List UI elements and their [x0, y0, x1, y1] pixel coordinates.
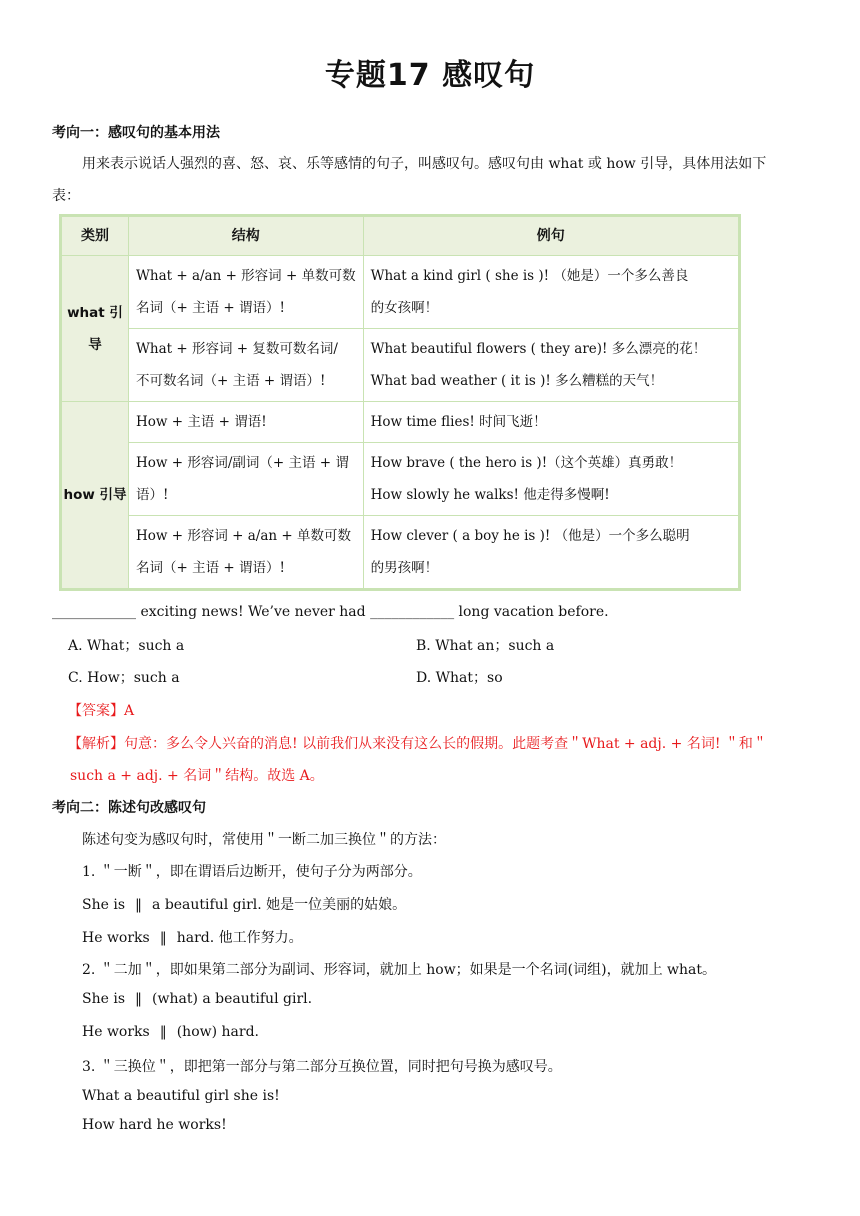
structure-text: What + a/an + 形容词 + 单数可数: [136, 268, 356, 284]
example-part2: a beautiful girl. 她是一位美丽的姑娘。: [152, 897, 407, 913]
example-text: How clever ( a boy he is )! （他是）一个多么聪明: [370, 528, 690, 544]
step2-example2: [82, 1024, 259, 1040]
header-category: 类别: [62, 217, 129, 256]
option-a: A. What；such a: [68, 638, 185, 654]
structure-cell: [129, 256, 364, 329]
step2-example1: [82, 991, 312, 1007]
structure-text: What + 形容词 + 复数可数名词/: [136, 341, 338, 357]
section2-heading: 考向二：陈述句改感叹句: [52, 800, 206, 816]
example-cell: [363, 329, 738, 402]
page-title: 专题17 感叹句: [324, 58, 536, 93]
example-text: What beautiful flowers ( they are)! 多么漂亮的花！: [370, 341, 707, 357]
example-part2: hard. 他工作努力。: [176, 930, 303, 946]
structure-text: 名词（+ 主语 + 谓语）!: [136, 560, 285, 576]
divider-mark: ‖: [135, 991, 143, 1007]
example-cell: [363, 443, 738, 516]
divider-mark: ‖: [159, 1024, 167, 1040]
example-text: What bad weather ( it is )! 多么糟糕的天气！: [370, 373, 664, 389]
example-cell: [363, 402, 738, 443]
example-text: How brave ( the hero is )!（这个英雄）真勇敢！: [370, 455, 683, 471]
step1-text: 1. ＂一断＂，即在谓语后边断开，使句子分为两部分。: [82, 864, 422, 880]
structure-text: 不可数名词（+ 主语 + 谓语）!: [136, 373, 326, 389]
table-row: [62, 443, 739, 516]
header-structure: 结构: [129, 217, 364, 256]
section1-intro-line1: 用来表示说话人强烈的喜、怒、哀、乐等感情的句子，叫感叹句。感叹句由 what 或 how 引导，具体用法如下: [82, 156, 767, 172]
divider-mark: ‖: [159, 930, 167, 946]
example-text: 的男孩啊！: [370, 560, 439, 576]
structure-cell: [129, 516, 364, 589]
example-part1: He works: [82, 1024, 150, 1040]
answer-label: 【答案】A: [68, 703, 135, 719]
category-what: what 引导: [62, 256, 129, 402]
table-row: [62, 402, 739, 443]
step3-text: 3. ＂三换位＂，即把第一部分与第二部分互换位置，同时把句号换为感叹号。: [82, 1059, 562, 1075]
structure-text: How + 形容词 + a/an + 单数可数: [136, 528, 351, 544]
structure-cell: [129, 402, 364, 443]
grammar-table: [61, 216, 739, 589]
option-d: D. What；so: [416, 670, 503, 686]
section1-intro-line2: 表：: [52, 188, 80, 204]
example-text: How time flies! 时间飞逝！: [370, 414, 547, 430]
example-part2: (how) hard.: [176, 1024, 259, 1040]
example-text: How slowly he walks! 他走得多慢啊!: [370, 487, 610, 503]
step1-example2: [82, 927, 303, 947]
structure-text: How + 主语 + 谓语!: [136, 414, 267, 430]
structure-cell: [129, 443, 364, 516]
section2-intro: 陈述句变为感叹句时，常使用＂一断二加三换位＂的方法：: [82, 832, 446, 848]
header-example: 例句: [363, 217, 738, 256]
example-cell: [363, 516, 738, 589]
structure-text: How + 形容词/副词（+ 主语 + 谓: [136, 455, 349, 471]
example-part1: She is: [82, 991, 126, 1007]
example-text: What a kind girl ( she is )! （她是）一个多么善良: [370, 268, 689, 284]
divider-mark: ‖: [135, 897, 143, 913]
category-how: how 引导: [62, 402, 129, 589]
section1-heading: 考向一：感叹句的基本用法: [52, 125, 220, 141]
option-c: C. How；such a: [68, 670, 180, 686]
example-text: 的女孩啊！: [370, 300, 439, 316]
example-part1: He works: [82, 930, 150, 946]
option-b: B. What an；such a: [416, 638, 555, 654]
step1-example1: [82, 894, 406, 914]
structure-cell: [129, 329, 364, 402]
example-part1: She is: [82, 897, 126, 913]
table-header-row: [62, 217, 739, 256]
structure-text: 语）!: [136, 487, 169, 503]
step3-example2: How hard he works!: [82, 1117, 227, 1133]
example-part2: (what) a beautiful girl.: [152, 991, 313, 1007]
analysis-line1: 【解析】句意：多么令人兴奋的消息! 以前我们从来没有这么长的假期。此题考查＂What + adj. + 名词! ＂和＂: [68, 736, 767, 752]
example-cell: [363, 256, 738, 329]
step2-text: 2. ＂二加＂，即如果第二部分为副词、形容词，就加上 how；如果是一个名词(词组)，就加上 what。: [82, 962, 717, 978]
question-stem: ____________ exciting news! We’ve never had ____________ long vacation before.: [52, 604, 609, 620]
table-row: [62, 329, 739, 402]
table-row: [62, 256, 739, 329]
step3-example1: What a beautiful girl she is!: [82, 1088, 280, 1104]
analysis-line2: such a + adj. + 名词＂结构。故选 A。: [70, 768, 324, 784]
structure-text: 名词（+ 主语 + 谓语）!: [136, 300, 285, 316]
table-row: [62, 516, 739, 589]
